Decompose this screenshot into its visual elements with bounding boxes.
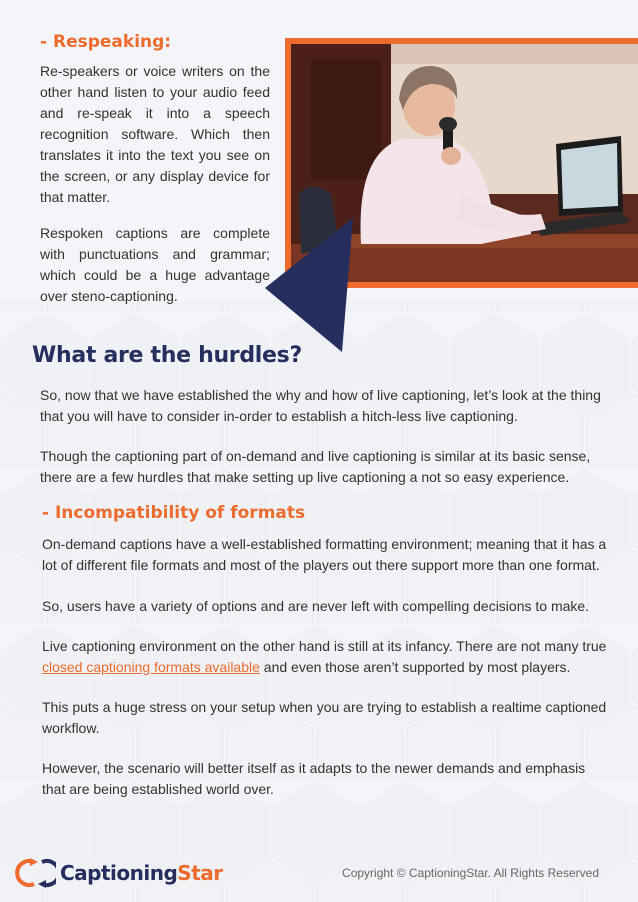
respeaking-paragraph-2: Respoken captions are complete with punctuations and grammar; which could be a huge advantage over steno-captioning. — [40, 225, 270, 304]
copyright-text: Copyright © CaptioningStar. All Rights Reserved — [342, 866, 599, 880]
respeaking-paragraph-1: Re-speakers or voice writers on the other hand listen to your audio feed and re-speak it into a speech recognition software. Which then translates it into the text you see on the screen, or any display device for that matter. — [40, 63, 270, 205]
logo-wordmark-star: Star — [177, 861, 223, 885]
incompatibility-paragraph-1: On-demand captions have a well-established formatting environment; meaning that it has a lot of different file formats and most of the players out there support more than one format. — [42, 536, 607, 573]
respeaking-heading: - Respeaking: — [40, 32, 172, 52]
paragraph-3-text-end: and even those aren’t supported by most players. — [259, 659, 571, 675]
incompatibility-paragraph-2: So, users have a variety of options and are never left with compelling decisions to make. — [42, 598, 590, 614]
logo-wordmark — [60, 861, 223, 885]
paragraph-3-text-start: Live captioning environment on the other hand is still at its infancy. There are not many true — [42, 638, 607, 654]
incompatibility-paragraph-3 — [42, 636, 612, 678]
logo-wordmark-captioning: Captioning — [60, 861, 178, 885]
decorative-triangle — [265, 218, 355, 353]
logo-swirl-icon — [12, 856, 56, 890]
hurdles-paragraph-1: So, now that we have established the why and how of live captioning, let’s look at the thing that you will have to consider in-order to establish a hitch-less live captioning. — [40, 387, 601, 424]
incompatibility-heading: - Incompatibility of formats — [42, 503, 306, 523]
closed-captioning-formats-link[interactable]: closed captioning formats available — [42, 659, 260, 675]
incompatibility-paragraph-4: This puts a huge stress on your setup when you are trying to establish a realtime captioned workflow. — [42, 699, 607, 736]
hurdles-title: What are the hurdles? — [32, 343, 302, 368]
incompatibility-paragraph-5: However, the scenario will better itself as it adapts to the newer demands and emphasis that are being established world over. — [42, 760, 586, 797]
captioningstar-logo[interactable] — [12, 855, 223, 891]
hurdles-paragraph-2: Though the captioning part of on-demand and live captioning is similar at its basic sense, there are a few hurdles that make setting up live captioning a not so easy experience. — [40, 448, 591, 485]
